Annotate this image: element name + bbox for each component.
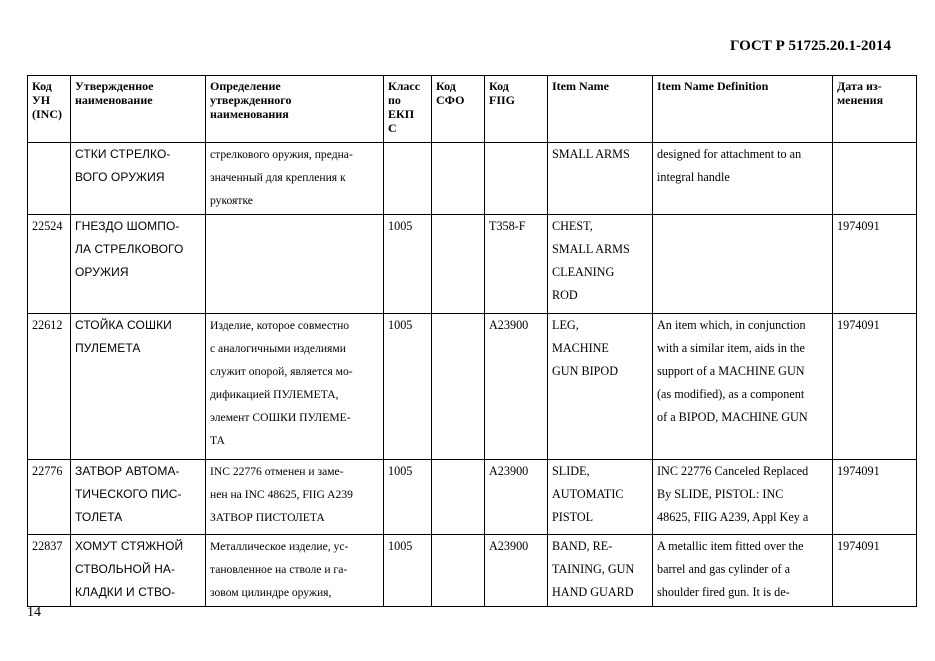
cell-sfo bbox=[432, 314, 485, 460]
cell-definition bbox=[206, 460, 384, 535]
cell-line: ЛА СТРЕЛКОВОГО bbox=[75, 242, 184, 256]
cell-fiig bbox=[485, 143, 548, 215]
cell-sfo bbox=[432, 460, 485, 535]
cell-definition bbox=[206, 535, 384, 607]
cell-line: LEG, bbox=[552, 318, 579, 332]
header-line: Класс bbox=[388, 79, 421, 93]
cell-class: 1005 bbox=[384, 460, 432, 535]
cell-approved-name bbox=[71, 143, 206, 215]
cell-line: СТКИ СТРЕЛКО- bbox=[75, 147, 171, 161]
cell-line: ВОГО ОРУЖИЯ bbox=[75, 170, 165, 184]
header-item-definition bbox=[653, 76, 833, 143]
cell-class: 1005 bbox=[384, 314, 432, 460]
cell-sfo bbox=[432, 535, 485, 607]
header-definition bbox=[206, 76, 384, 143]
cell-line: GUN BIPOD bbox=[552, 364, 619, 378]
cell-line: shoulder fired gun. It is de- bbox=[657, 585, 790, 599]
cell-item-name bbox=[548, 215, 653, 314]
cell-line: ХОМУТ СТЯЖНОЙ bbox=[75, 539, 184, 553]
cell-approved-name bbox=[71, 535, 206, 607]
cell-line: By SLIDE, PISTOL: INC bbox=[657, 487, 784, 501]
header-line: Код bbox=[436, 79, 456, 93]
header-line: Item Name bbox=[552, 79, 609, 93]
header-line: УН bbox=[32, 93, 51, 107]
cell-line: Металлическое изделие, ус- bbox=[210, 540, 349, 553]
cell-line: значенный для крепления к bbox=[210, 171, 346, 184]
cell-item-name bbox=[548, 535, 653, 607]
cell-inc: 22776 bbox=[28, 460, 71, 535]
cell-line: SLIDE, bbox=[552, 464, 590, 478]
cell-line: КЛАДКИ И СТВО- bbox=[75, 585, 176, 599]
cell-inc: 22524 bbox=[28, 215, 71, 314]
cell-line: designed for attachment to an bbox=[657, 147, 802, 161]
cell-line: тановленное на стволе и га- bbox=[210, 563, 348, 576]
cell-line: 48625, FIIG A239, Appl Key a bbox=[657, 510, 809, 524]
header-line: СФО bbox=[436, 93, 465, 107]
header-line: утвержденного bbox=[210, 93, 292, 107]
header-line: Дата из- bbox=[837, 79, 882, 93]
cell-line: рукоятке bbox=[210, 194, 253, 207]
nomenclature-table bbox=[27, 75, 917, 607]
header-line: FIIG bbox=[489, 93, 516, 107]
cell-line: INC 22776 отменен и заме- bbox=[210, 465, 344, 478]
cell-line: support of a MACHINE GUN bbox=[657, 364, 805, 378]
header-line: (INC) bbox=[32, 107, 62, 121]
table-row bbox=[28, 460, 917, 535]
cell-approved-name bbox=[71, 314, 206, 460]
cell-line: ПУЛЕМЕТА bbox=[75, 341, 141, 355]
cell-inc: 22837 bbox=[28, 535, 71, 607]
header-inc bbox=[28, 76, 71, 143]
table-row bbox=[28, 535, 917, 607]
cell-fiig: A23900 bbox=[485, 535, 548, 607]
header-line: Код bbox=[489, 79, 509, 93]
cell-line: SMALL ARMS bbox=[552, 147, 630, 161]
header-line: наименование bbox=[75, 93, 153, 107]
cell-line: CHEST, bbox=[552, 219, 593, 233]
header-line: Определение bbox=[210, 79, 281, 93]
header-line: наименования bbox=[210, 107, 289, 121]
cell-line: of a BIPOD, MACHINE GUN bbox=[657, 410, 808, 424]
cell-line: с аналогичными изделиями bbox=[210, 342, 346, 355]
table-header-row bbox=[28, 76, 917, 143]
cell-line: integral handle bbox=[657, 170, 730, 184]
header-fiig bbox=[485, 76, 548, 143]
cell-inc: 22612 bbox=[28, 314, 71, 460]
cell-item-definition bbox=[653, 314, 833, 460]
table-row bbox=[28, 314, 917, 460]
header-line: Утвержденное bbox=[75, 79, 154, 93]
cell-item-definition bbox=[653, 215, 833, 314]
header-class bbox=[384, 76, 432, 143]
cell-line: ГНЕЗДО ШОМПО- bbox=[75, 219, 180, 233]
cell-line: An item which, in conjunction bbox=[657, 318, 806, 332]
cell-date bbox=[833, 143, 917, 215]
cell-class: 1005 bbox=[384, 535, 432, 607]
cell-line: Изделие, которое совместно bbox=[210, 319, 350, 332]
cell-date: 1974091 bbox=[833, 215, 917, 314]
header-name bbox=[71, 76, 206, 143]
cell-sfo bbox=[432, 215, 485, 314]
cell-date: 1974091 bbox=[833, 314, 917, 460]
cell-item-definition bbox=[653, 460, 833, 535]
cell-line: HAND GUARD bbox=[552, 585, 634, 599]
cell-line: СТОЙКА СОШКИ bbox=[75, 318, 172, 332]
cell-item-name bbox=[548, 143, 653, 215]
cell-line: BAND, RE- bbox=[552, 539, 613, 553]
table-row bbox=[28, 215, 917, 314]
header-line: С bbox=[388, 121, 397, 135]
cell-line: ЗАТВОР АВТОМА- bbox=[75, 464, 180, 478]
cell-line: A metallic item fitted over the bbox=[657, 539, 804, 553]
cell-line: CLEANING bbox=[552, 265, 615, 279]
cell-fiig: T358-F bbox=[485, 215, 548, 314]
header-line: менения bbox=[837, 93, 884, 107]
cell-line: PISTOL bbox=[552, 510, 594, 524]
cell-item-name bbox=[548, 460, 653, 535]
cell-line: ТИЧЕСКОГО ПИС- bbox=[75, 487, 182, 501]
header-line: Код bbox=[32, 79, 52, 93]
cell-line: дификацией ПУЛЕМЕТА, bbox=[210, 388, 339, 401]
cell-line: ТА bbox=[210, 434, 225, 447]
cell-line: with a similar item, aids in the bbox=[657, 341, 805, 355]
cell-fiig: A23900 bbox=[485, 314, 548, 460]
header-sfo bbox=[432, 76, 485, 143]
header-line: по bbox=[388, 93, 401, 107]
cell-definition bbox=[206, 314, 384, 460]
table-row bbox=[28, 143, 917, 215]
cell-item-name bbox=[548, 314, 653, 460]
cell-sfo bbox=[432, 143, 485, 215]
cell-approved-name bbox=[71, 460, 206, 535]
cell-line: ОРУЖИЯ bbox=[75, 265, 129, 279]
cell-fiig: A23900 bbox=[485, 460, 548, 535]
cell-line: TAINING, GUN bbox=[552, 562, 635, 576]
cell-line: ROD bbox=[552, 288, 578, 302]
cell-line: MACHINE bbox=[552, 341, 609, 355]
cell-line: СТВОЛЬНОЙ НА- bbox=[75, 562, 176, 576]
page-number: 14 bbox=[27, 605, 41, 620]
cell-date: 1974091 bbox=[833, 460, 917, 535]
header-line: Item Name Definition bbox=[657, 79, 769, 93]
cell-line: SMALL ARMS bbox=[552, 242, 630, 256]
cell-line: стрелкового оружия, предна- bbox=[210, 148, 353, 161]
cell-definition bbox=[206, 143, 384, 215]
cell-definition bbox=[206, 215, 384, 314]
cell-item-definition bbox=[653, 143, 833, 215]
cell-class: 1005 bbox=[384, 215, 432, 314]
cell-date: 1974091 bbox=[833, 535, 917, 607]
standard-number: ГОСТ Р 51725.20.1-2014 bbox=[729, 38, 891, 54]
cell-line: элемент СОШКИ ПУЛЕМЕ- bbox=[210, 411, 351, 424]
cell-line: ТОЛЕТА bbox=[75, 510, 123, 524]
header-item-name bbox=[548, 76, 653, 143]
cell-line: AUTOMATIC bbox=[552, 487, 624, 501]
cell-inc bbox=[28, 143, 71, 215]
cell-approved-name bbox=[71, 215, 206, 314]
header-date bbox=[833, 76, 917, 143]
cell-class bbox=[384, 143, 432, 215]
cell-line: INC 22776 Canceled Replaced bbox=[657, 464, 809, 478]
cell-line: зовом цилиндре оружия, bbox=[210, 586, 332, 599]
cell-line: ЗАТВОР ПИСТОЛЕТА bbox=[210, 511, 325, 524]
header-line: ЕКП bbox=[388, 107, 415, 121]
cell-line: (as modified), as a component bbox=[657, 387, 805, 401]
cell-line: barrel and gas cylinder of a bbox=[657, 562, 790, 576]
cell-item-definition bbox=[653, 535, 833, 607]
cell-line: служит опорой, является мо- bbox=[210, 365, 353, 378]
cell-line: нен на INC 48625, FIIG A239 bbox=[210, 488, 353, 501]
